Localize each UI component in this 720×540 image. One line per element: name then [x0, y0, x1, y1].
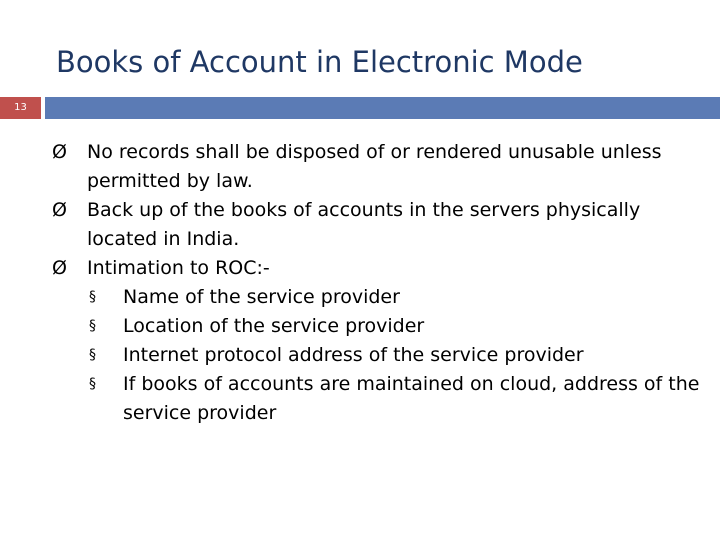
- sub-bullet-item: [87, 341, 712, 370]
- square-bullet-icon: §: [89, 318, 96, 334]
- bullet-item: [52, 196, 712, 254]
- slide-title: Books of Account in Electronic Mode: [56, 45, 583, 79]
- bullet-text: Back up of the books of accounts in the servers physically located in India.: [87, 199, 641, 250]
- bullet-item: [52, 254, 712, 428]
- bullet-text: No records shall be disposed of or rendered unusable unless permitted by law.: [87, 141, 662, 192]
- bullet-list: [52, 138, 712, 428]
- bullet-text: Intimation to ROC:-: [87, 257, 270, 279]
- slide-number-box: [0, 97, 41, 119]
- sub-bullet-text: If books of accounts are maintained on cloud, address of the service provider: [123, 373, 700, 424]
- sub-bullet-item: [87, 312, 712, 341]
- square-bullet-icon: §: [89, 347, 96, 363]
- sub-bullet-item: [87, 283, 712, 312]
- sub-bullet-text: Internet protocol address of the service provider: [123, 344, 584, 366]
- header-bar: [45, 97, 720, 119]
- arrow-bullet-icon: Ø: [52, 199, 67, 221]
- bullet-item: [52, 138, 712, 196]
- arrow-bullet-icon: Ø: [52, 141, 67, 163]
- sub-bullet-item: [87, 370, 712, 428]
- arrow-bullet-icon: Ø: [52, 257, 67, 279]
- sub-bullet-list: [87, 283, 712, 428]
- square-bullet-icon: §: [89, 376, 96, 392]
- slide-number: 13: [14, 102, 27, 113]
- sub-bullet-text: Location of the service provider: [123, 315, 425, 337]
- square-bullet-icon: §: [89, 289, 96, 305]
- sub-bullet-text: Name of the service provider: [123, 286, 400, 308]
